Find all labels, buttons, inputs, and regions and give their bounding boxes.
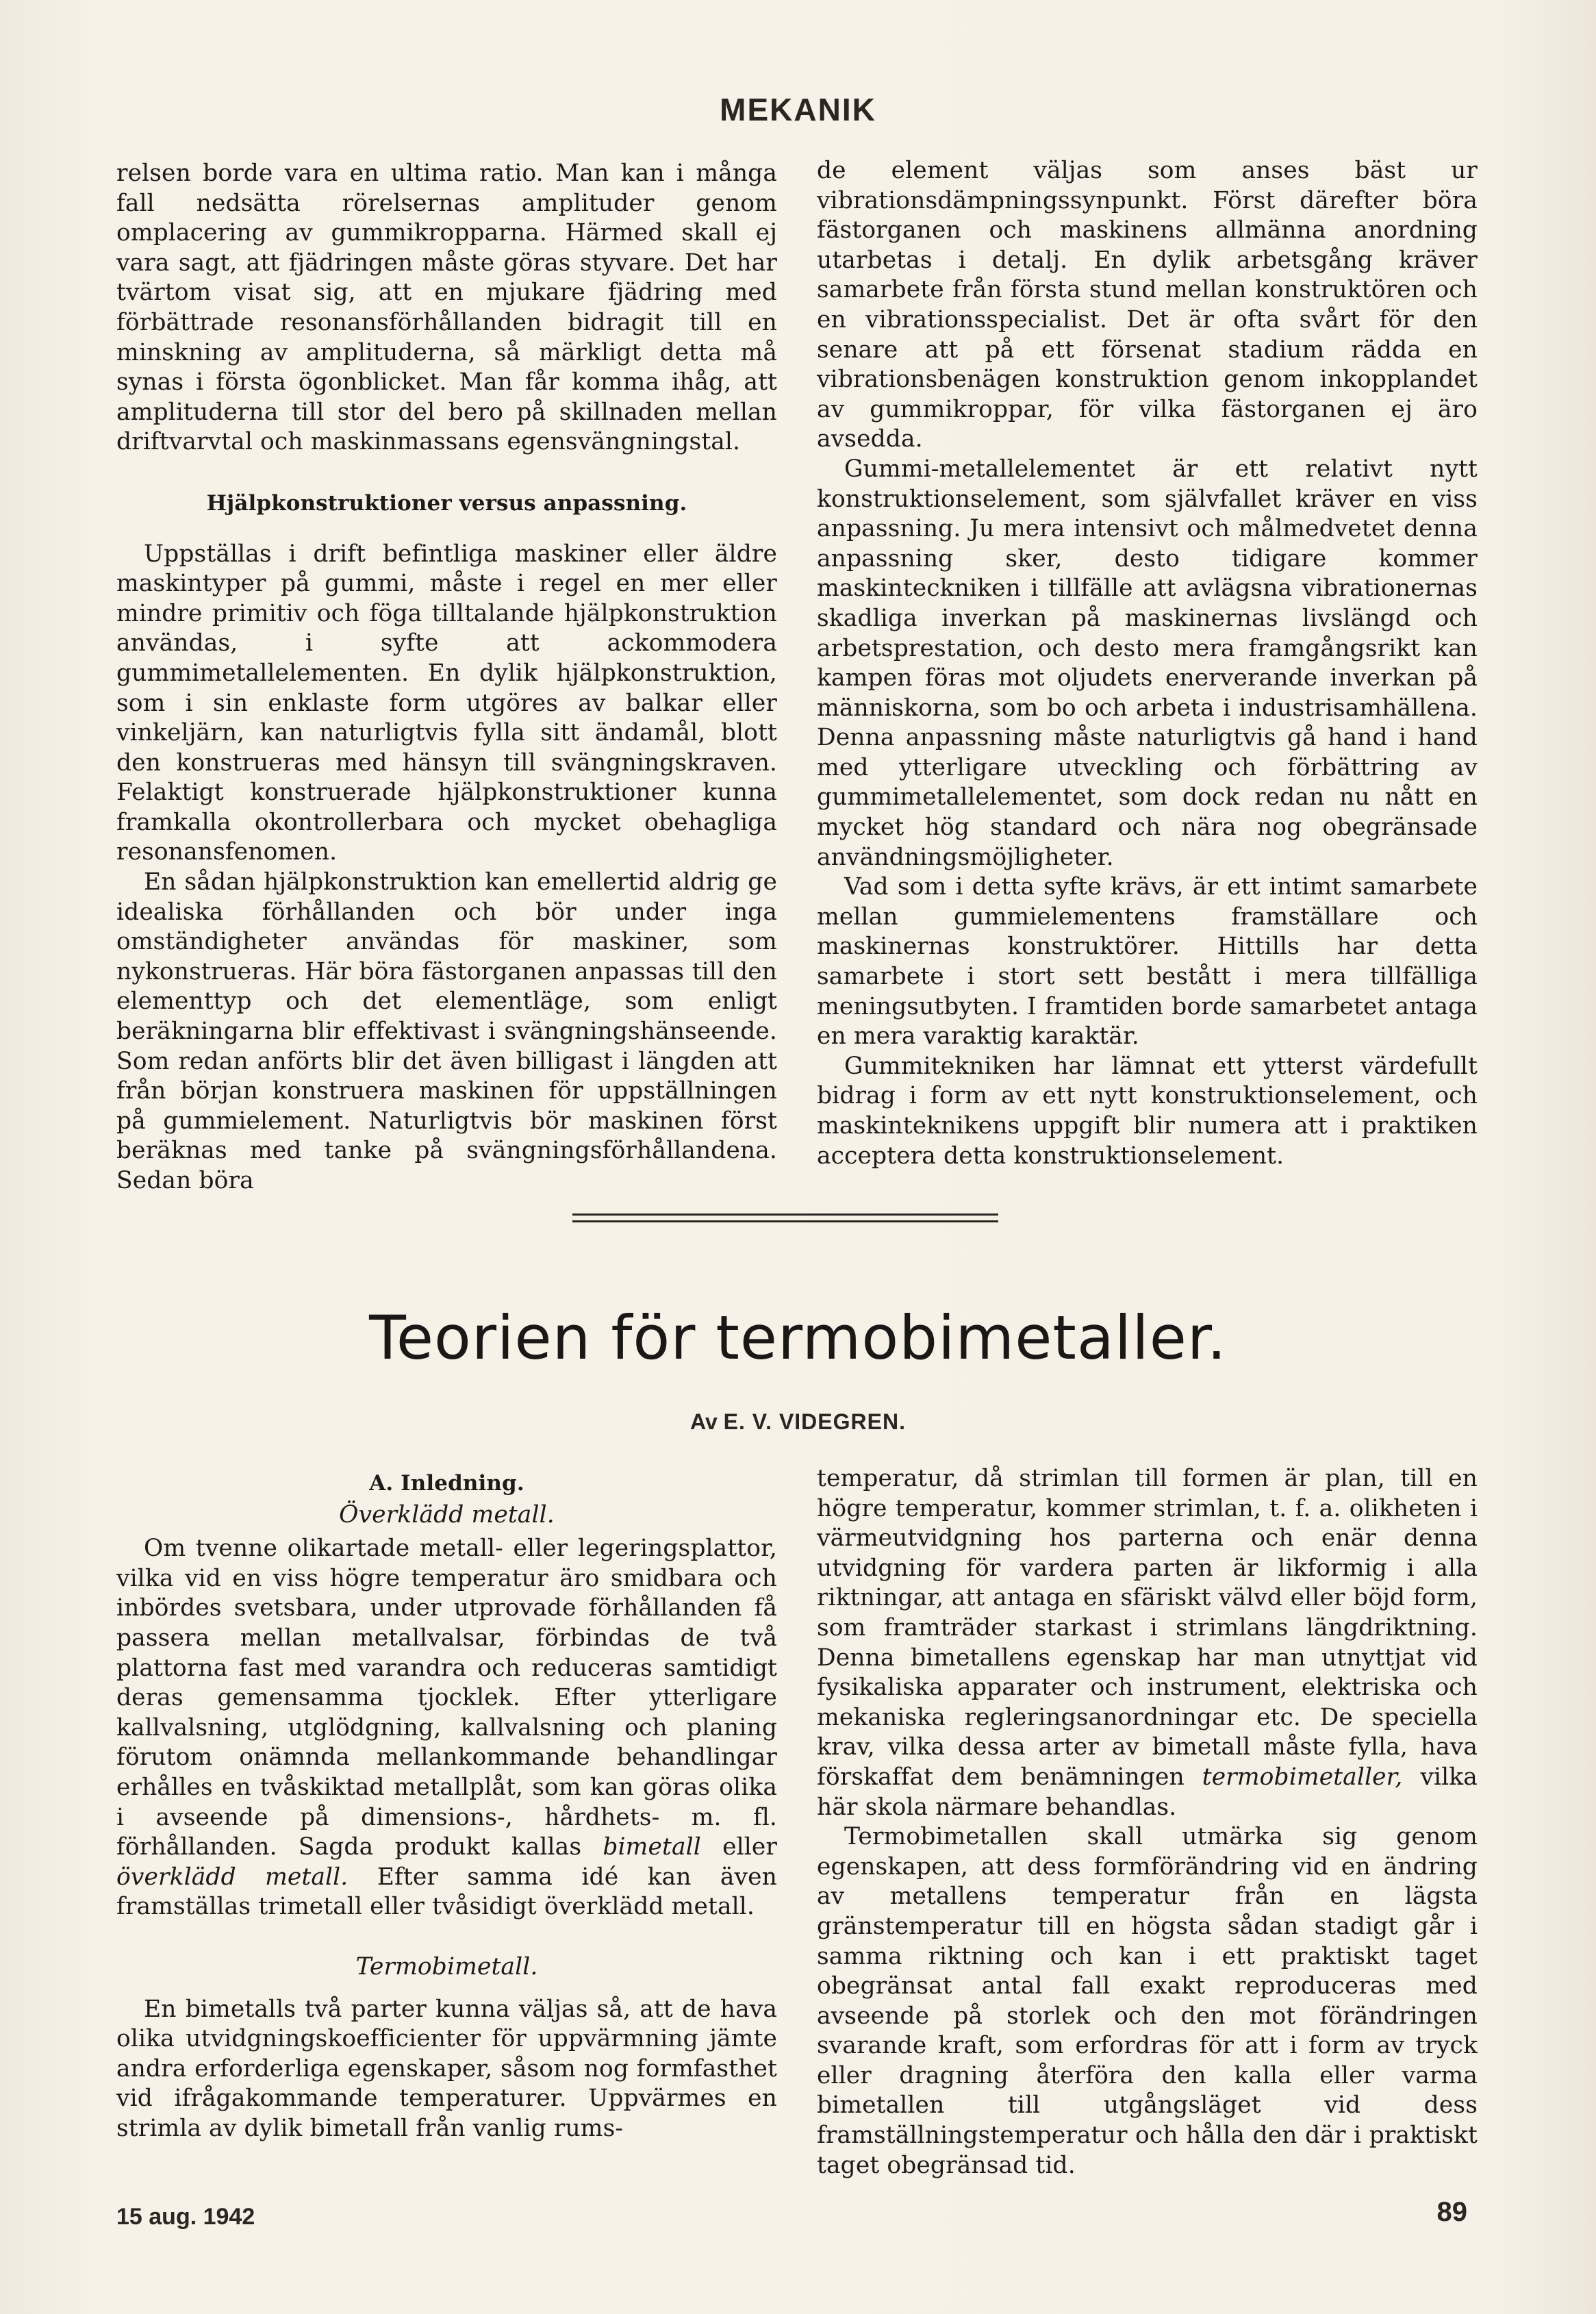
paragraph: Gummitekniken har lämnat ett ytterst värdefullt bidrag i form av ett nytt konstruktionselement, och maskinteknikens uppgift blir numera att i praktiken acceptera detta konstruktionselement. [817, 1052, 1478, 1170]
article-author [0, 1409, 1596, 1435]
emphasis: bimetall [603, 1833, 701, 1861]
paragraph: En sådan hjälpkonstruktion kan emellertid aldrig ge idealiska förhållanden och bör under inga omständigheter användas för maskiner, som nykonstrueras. Här böra fästorganen anpassas till den elementtyp och det elementläge, som enligt beräkningarna blir effektivast i svängningshänseende. Som redan anförts blir det även billigast i längden att från början konstruera maskinen för uppställningen på gummielement. Naturligtvis bör maskinen först beräknas med tanke på svängningsförhållandena. Sedan böra [116, 868, 777, 1194]
paragraph: Uppställas i drift befintliga maskiner eller äldre maskintyper på gummi, måste i regel en mer eller mindre primitiv och föga tilltalande hjälpkonstruktion användas, i syfte att ackommodera gummimetallelementen. En dylik hjälpkonstruktion, som i sin enklaste form utgöres av balkar eller vinkeljärn, kan naturligtvis fylla sitt ändamål, blott den konstrueras med hänsyn till svängningskraven. Felaktigt konstruerade hjälpkonstruktioner kunna framkalla okontrollerbara och mycket obehagliga resonansfenomen. [116, 540, 777, 866]
page-number: 89 [1436, 2197, 1467, 2227]
paragraph [817, 1464, 1478, 1822]
section-header: MEKANIK [720, 92, 876, 127]
emphasis: termobimetaller, [1202, 1763, 1403, 1791]
paragraph: Vad som i detta syfte krävs, är ett intimt samarbete mellan gummielementens framställare och maskinernas konstruktörer. Hittills har detta samarbete i stort sett bestått i mera tillfälliga meningsutbyten. I framtiden borde samarbetet antaga en mera varaktig karaktär. [817, 873, 1478, 1051]
paragraph-text: Efter samma idé kan även framställas trimetall eller tvåsidigt överklädd metall. [116, 1863, 777, 1921]
paragraph: En bimetalls två parter kunna väljas så, att de hava olika utvidgningskoefficienter för uppvärmning jämte andra erforderliga egenskaper, såsom nog formfasthet vid ifrågakommande temperaturer. Uppvärmes en strimla av dylik bimetall från vanlig rums- [116, 1995, 777, 2142]
paragraph [116, 1534, 777, 1922]
column-bottom-right [817, 1464, 1478, 2180]
emphasis: överklädd metall. [116, 1863, 349, 1891]
author-prefix: Av [690, 1409, 718, 1434]
paragraph: de element väljas som anses bäst ur vibrationsdämpningssynpunkt. Först därefter böra fästorganen och maskinens allmänna anordning utarbetas i detalj. En dylik arbetsgång kräver samarbete från första stund mellan konstruktören och en vibrationsspecialist. Det är ofta svårt för den senare att på ett försenat stadium rädda en vibrationsbenägen konstruktion genom inkopplandet av gummikroppar, för vilka fästorganen ej äro avsedda. [817, 157, 1478, 453]
divider-rule [572, 1213, 998, 1216]
article-title: Teorien för termobimetaller. [369, 1303, 1227, 1373]
section-heading: A. Inledning. [369, 1471, 524, 1496]
column-bottom-left [116, 1469, 777, 2143]
paragraph-text: eller [722, 1833, 778, 1861]
subsection-heading: Överklädd metall. [339, 1500, 555, 1529]
column-top-right [817, 156, 1478, 1171]
paragraph: Termobimetallen skall utmärka sig genom egenskapen, att dess formförändring vid en ändring av metallens temperatur från en lägsta gränstemperatur till en högsta sådan stadigt går i samma riktning och kan i ett praktiskt taget obegränsat antal fall exakt reproduceras med avseende på storlek och den mot förändringen svarande kraft, som erfordras för att i form av tryck eller dragning återföra den kalla eller varma bimetallen till utgångsläget vid dess framställningstemperatur och hålla den där i praktiskt taget obegränsad tid. [817, 1823, 1478, 2179]
paragraph: relsen borde vara en ultima ratio. Man kan i många fall nedsätta rörelsernas amplituder genom omplacering av gummikropparna. Härmed skall ej vara sagt, att fjädringen måste göras styvare. Det har tvärtom visat sig, att en mjukare fjädring med förbättrade resonansförhållanden bidragit till en minskning av amplituderna, så märkligt detta må synas i första ögonblicket. Man får komma ihåg, att amplituderna till stor del bero på skillnaden mellan driftvarvtal och maskinmassans egensvängningstal. [116, 160, 777, 456]
column-top-left [116, 159, 777, 1196]
issue-date: 15 aug. 1942 [116, 2204, 255, 2230]
subsection-heading: Hjälpkonstruktioner versus anpassning. [206, 490, 687, 516]
paragraph-text: Om tvenne olikartade metall- eller legeringsplattor, vilka vid en viss högre temperatur äro smidbara och inbördes svetsbara, under utprovade förhållanden få passera mellan metallvalsar, förbindas de två plattorna fast med varandra och reduceras samtidigt deras gemensamma tjocklek. Efter ytterligare kallvalsning, utglödgning, kallvalsning och planing förutom onämnda mellankommande behandlingar erhålles en tvåskiktad metallplåt, som kan göras olika i avseende på dimensions-, hårdhets- m. fl. förhållanden. Sagda produkt kallas [116, 1535, 777, 1861]
paragraph-text: temperatur, då strimlan till formen är plan, till en högre temperatur, kommer strimlan, t. f. a. olikheten i värmeutvidgning hos parterna och enär denna utvidgning för vardera parten är likformig i alla riktningar, att antaga en sfäriskt välvd eller böjd form, som framträder starkast i strimlans längdriktning. Denna bimetallens egenskap har man utnyttjat vid fysikaliska apparater och instrument, elektriska och mekaniska regleringsanordningar etc. De speciella krav, vilka dessa arter av bimetall måste fylla, hava förskaffat dem benämningen [817, 1465, 1478, 1791]
subsection-heading: Termobimetall. [355, 1952, 538, 1980]
author-name: E. V. VIDEGREN. [723, 1409, 906, 1434]
paragraph: Gummi-metallelementet är ett relativt nytt konstruktionselement, som självfallet kräver en viss anpassning. Ju mera intensivt och målmedvetet denna anpassning sker, desto tidigare kommer maskinteckniken i tillfälle att avlägsna vibrationernas skadliga inverkan på maskinernas livslängd och arbetsprestation, och desto mera framgångsrikt kan kampen föras mot oljudets enerverande inverkan på människorna, som bo och arbeta i industrisamhällena. Denna anpassning måste naturligtvis gå hand i hand med ytterligare utveckling och förbättring av gummimetallelementet, som dock redan nu nått en mycket hög standard och nära nog obegränsade användningsmöjligheter. [817, 455, 1478, 871]
paragraph-text: vilka här skola närmare behandlas. [817, 1763, 1478, 1821]
divider-rule [572, 1220, 998, 1222]
